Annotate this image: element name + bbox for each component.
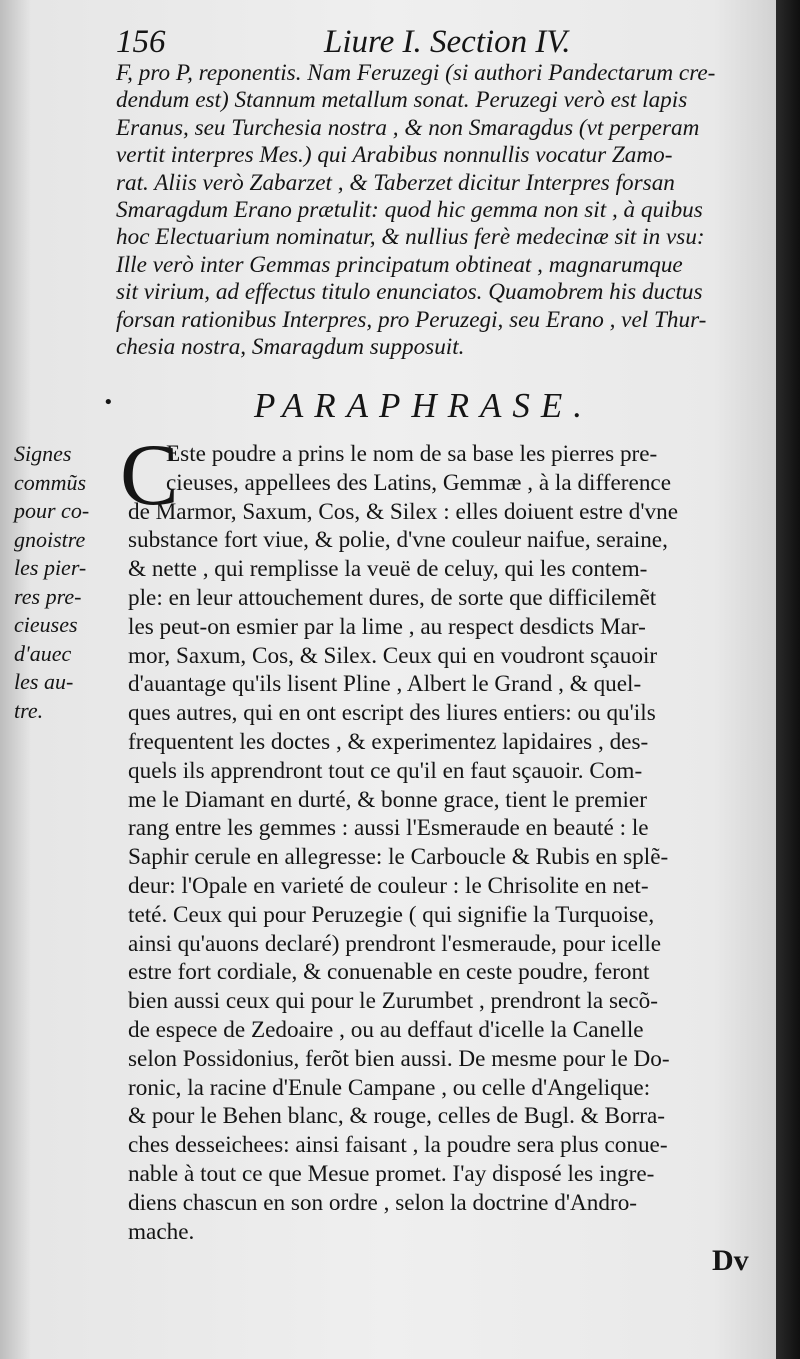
paraphrase-line: estre fort cordiale, & conuenable en ceste poudre, feront [128, 959, 650, 986]
latin-line: Eranus, seu Turchesia nostra , & non Smaragdus (vt perperam [116, 114, 700, 141]
paraphrase-line: ple: en leur attouchement dures, de sorte que difficilemẽt [128, 584, 657, 611]
latin-line: vertit interpres Mes.) qui Arabibus nonnullis vocatur Zamo- [116, 142, 673, 169]
paraphrase-line: frequentent les doctes , & experimentez lapidaires , des- [128, 728, 649, 755]
paraphrase-line: selon Possidonius, ferõt bien aussi. De mesme pour le Do- [128, 1045, 670, 1072]
paraphrase-line: quels ils apprendront tout ce qu'il en faut sçauoir. Com- [128, 757, 643, 784]
page-shadow [776, 0, 800, 1359]
paraphrase-line: ches desseichees: ainsi faisant , la poudre sera plus conue- [128, 1132, 668, 1159]
drop-cap: C [120, 427, 179, 524]
paraphrase-line: ques autres, qui en ont escript des liures entiers: ou qu'ils [128, 700, 656, 727]
paraphrase-line: de espece de Zedoaire , ou au deffaut d'icelle la Canelle [128, 1016, 644, 1043]
margin-note-line: d'auec [14, 640, 72, 666]
margin-note-line: res pre- [14, 583, 82, 609]
latin-line: forsan rationibus Interpres, pro Peruzegi, seu Erano , vel Thur- [116, 306, 707, 333]
margin-note-line: Signes [14, 441, 72, 466]
paraphrase-line: diens chascun en son ordre , selon la doctrine d'Andro- [128, 1189, 638, 1216]
margin-note-line: pour co- [14, 498, 90, 523]
paraphrase-line: & pour le Behen blanc, & rouge, celles de Bugl. & Borra- [128, 1103, 666, 1130]
paraphrase-line: de Marmor, Saxum, Cos, & Silex : elles doiuent estre d'vne [128, 498, 679, 525]
paraphrase-line: Saphir cerule en allegresse: le Carboucle & Rubis en splẽ- [128, 844, 669, 871]
margin-note-line: commũs [14, 469, 87, 495]
latin-line: dendum est) Stannum metallum sonat. Peruzegi verò est lapis [116, 87, 688, 114]
paraphrase-line: ronic, la racine d'Enule Campane , ou celle d'Angelique: [128, 1074, 651, 1101]
paraphrase-line: les peut-on esmier par la lime , au respect desdicts Mar- [128, 613, 646, 640]
paraphrase-line: deur: l'Opale en varieté de couleur : le Chrisolite en net- [128, 872, 649, 899]
paraphrase-line: substance fort viue, & polie, d'vne couleur naifue, seraine, [128, 527, 668, 554]
latin-line: Ille verò inter Gemmas principatum obtineat , magnarumque [116, 251, 683, 278]
latin-line: sit virium, ad effectus titulo enunciatos. Quamobrem his ductus [116, 279, 703, 306]
margin-note-line: cieuses [14, 612, 78, 637]
paraphrase-line: mor, Saxum, Cos, & Silex. Ceux qui en voudront sçauoir [128, 642, 658, 669]
paraphrase-line: rang entre les gemmes : aussi l'Esmeraude en beauté : le [128, 815, 649, 842]
paraphrase-line: nable à tout ce que Mesue promet. I'ay disposé les ingre- [128, 1160, 655, 1187]
signature-mark: Dv [712, 1244, 749, 1277]
paraphrase-text [128, 440, 750, 1246]
latin-line: hoc Electuarium nominatur, & nullius ferè medecinæ sit in vsu: [116, 224, 705, 251]
margin-note [14, 440, 114, 725]
latin-line: F, pro P, reponentis. Nam Feruzegi (si authori Pandectarum cre- [116, 60, 716, 86]
paraphrase-line: Este poudre a prins le nom de sa base les pierres pre- [166, 441, 658, 467]
paraphrase-line: cieuses, appellees des Latins, Gemmæ , à la difference [166, 469, 671, 496]
section-title: PARAPHRASE. [254, 386, 594, 425]
bullet-mark: • [103, 392, 114, 413]
running-title: Liure I. Section IV. [324, 24, 571, 60]
paraphrase-line: ainsi qu'auons declaré) prendront l'esmeraude, pour icelle [128, 930, 662, 957]
latin-line: rat. Aliis verò Zabarzet , & Taberzet dicitur Interpres forsan [116, 169, 675, 196]
paraphrase-line: teté. Ceux qui pour Peruzegie ( qui signifie la Turquoise, [128, 901, 655, 928]
margin-note-line: tre. [14, 697, 44, 723]
paraphrase-line: mache. [128, 1218, 195, 1245]
latin-line: chesia nostra, Smaragdum supposuit. [116, 334, 465, 361]
latin-line: Smaragdum Erano prætulit: quod hic gemma non sit , à quibus [116, 197, 703, 224]
paraphrase-line: & nette , qui remplisse la veuë de celuy, qui les contem- [128, 556, 648, 583]
paraphrase-line: bien aussi ceux qui pour le Zurumbet , prendront la secõ- [128, 988, 658, 1015]
margin-note-line: gnoistre [14, 526, 86, 552]
paraphrase-line: d'auantage qu'ils lisent Pline , Albert le Grand , & quel- [128, 671, 642, 698]
margin-note-line: les au- [14, 669, 74, 694]
paraphrase-line: me le Diamant en durté, & bonne grace, tient le premier [128, 786, 647, 813]
latin-commentary [116, 60, 742, 361]
page-number: 156 [116, 24, 166, 60]
margin-note-line: les pier- [14, 555, 87, 580]
